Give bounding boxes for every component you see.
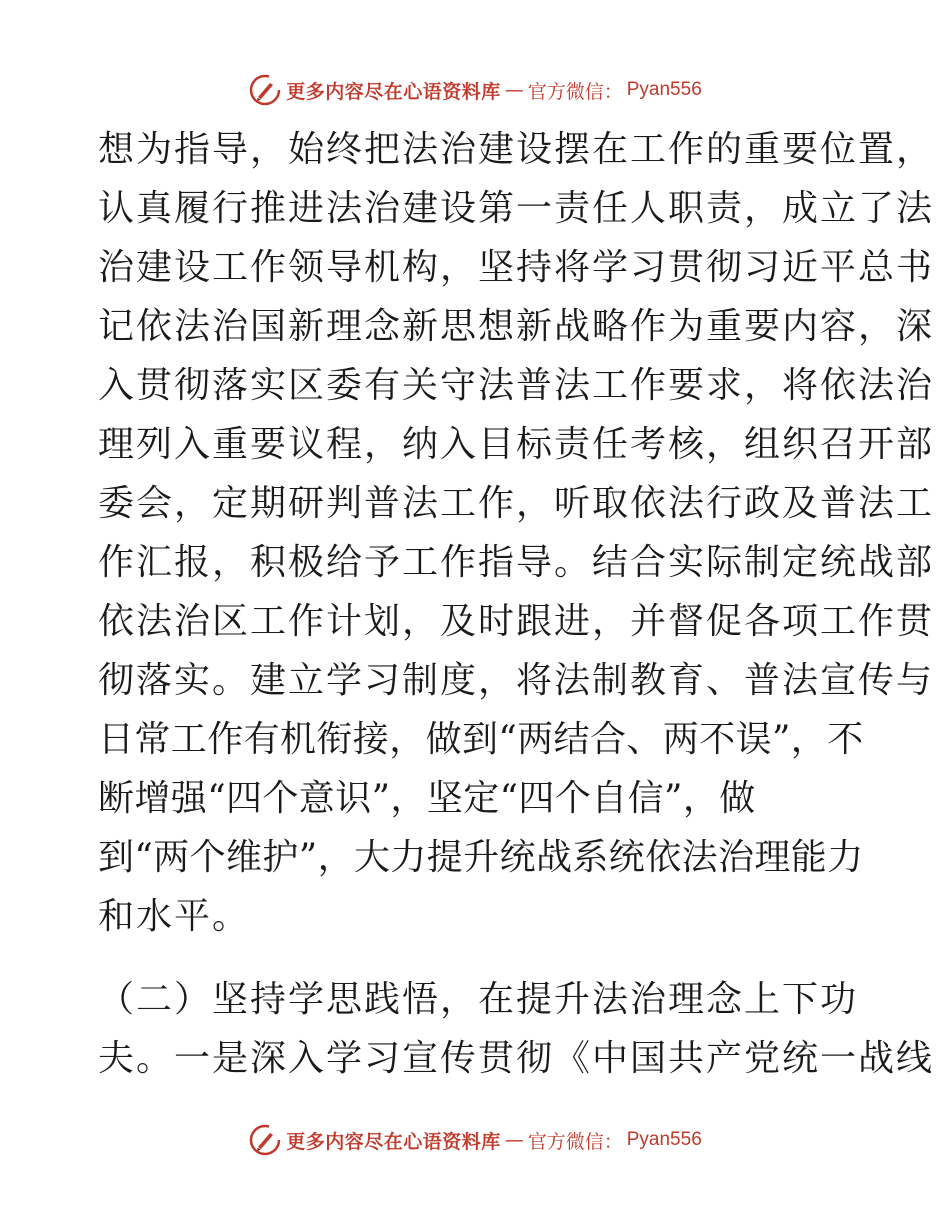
text-line: 夫。一是深入学习宣传贯彻《中国共产党统一战线 — [98, 1038, 935, 1079]
watermark-contact-id: Pyan556 — [626, 1129, 702, 1150]
watermark-header — [0, 70, 950, 110]
text-line: 和水平。 — [98, 896, 251, 937]
watermark-contact-id: Pyan556 — [626, 79, 702, 100]
section-heading-line: （二）坚持学思践悟，在提升法治理念上下功 — [98, 979, 859, 1020]
brush-logo-icon — [248, 73, 282, 107]
text-line: 作汇报，积极给予工作指导。结合实际制定统战部 — [98, 542, 935, 583]
text-line: 委会，定期研判普法工作，听取依法行政及普法工 — [98, 483, 935, 524]
text-line: 认真履行推进法治建设第一责任人职责，成立了法 — [98, 188, 935, 229]
text-line: 断增强“四个意识”，坚定“四个自信”，做 — [98, 778, 756, 819]
watermark-separator: — — [504, 79, 524, 101]
text-line: 记依法治国新理念新思想新战略作为重要内容，深 — [98, 306, 935, 347]
text-line: 彻落实。建立学习制度，将法制教育、普法宣传与 — [98, 660, 935, 701]
text-line: 理列入重要议程，纳入目标责任考核，组织召开部 — [98, 424, 935, 465]
text-line: 到“两个维护”，大力提升统战系统依法治理能力 — [98, 837, 864, 878]
paragraph — [98, 120, 935, 946]
document-body — [98, 120, 935, 1088]
watermark-brand: 更多内容尽在心语资料库 — [286, 80, 501, 103]
text-line: 入贯彻落实区委有关守法普法工作要求，将依法治 — [98, 365, 935, 406]
watermark-separator: — — [504, 1129, 524, 1151]
text-line: 依法治区工作计划，及时跟进，并督促各项工作贯 — [98, 601, 935, 642]
paragraph — [98, 970, 935, 1088]
watermark-brand: 更多内容尽在心语资料库 — [286, 1130, 501, 1153]
text-line: 治建设工作领导机构，坚持将学习贯彻习近平总书 — [98, 247, 935, 288]
text-line: 日常工作有机衔接，做到“两结合、两不误”，不 — [98, 719, 864, 760]
watermark-footer — [0, 1120, 950, 1160]
paragraph-spacer — [98, 946, 858, 970]
watermark-contact-label: 官方微信： — [527, 1130, 623, 1153]
text-line: 想为指导，始终把法治建设摆在工作的重要位置， — [98, 129, 935, 170]
watermark-contact-label: 官方微信： — [527, 80, 623, 103]
brush-logo-icon — [248, 1123, 282, 1157]
